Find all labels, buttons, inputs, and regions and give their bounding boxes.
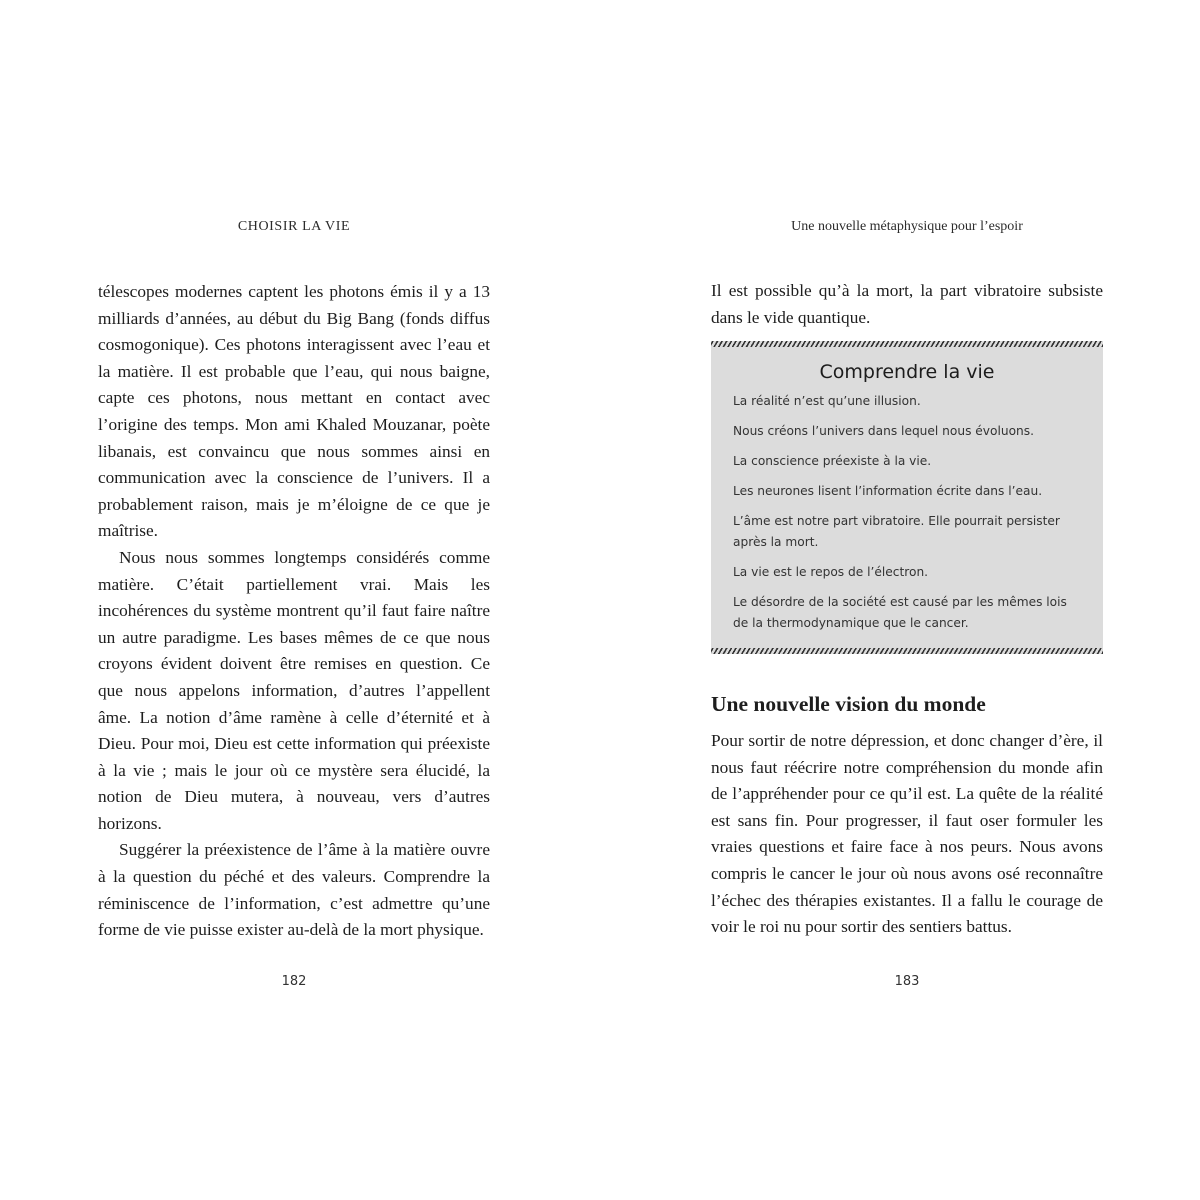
list-item: La vie est le repos de l’électron. [733, 565, 929, 579]
paragraph: Nous nous sommes longtemps considérés comme matière. C’était partiellement vrai. Mais les incohérences du système montrent qu’il faut faire naître un autre paradigme. Les bases mêmes de ce que nous croyons évident doivent être remises en question. Ce que nous appelons information, d’autres l’appellent âme. La notion d’âme ramène à celle d’éternité et à Dieu. Pour moi, Dieu est cette information qui préexiste à la vie ; mais le jour où ce mystère sera élucidé, la notion de Dieu mutera, à nouveau, vers d’autres horizons. [98, 547, 490, 833]
summary-box [711, 341, 1103, 654]
paragraph: Il est possible qu’à la mort, la part vibratoire subsiste dans le vide quantique. [711, 281, 1103, 327]
list-item: Nous créons l’univers dans lequel nous évoluons. [733, 424, 1034, 438]
running-head-left: CHOISIR LA VIE [237, 219, 351, 234]
right-page [711, 0, 1103, 1200]
box-border-top [711, 341, 1103, 347]
right-body-text [711, 728, 1103, 941]
paragraph: Pour sortir de notre dépression, et donc changer d’ère, il nous faut réécrire notre compréhension du monde afin de l’appréhender pour ce qu’il est. La quête de la réalité est sans fin. Pour progresser, il faut oser formuler les vraies questions et faire face à nos peurs. Nous avons compris le cancer le jour où nous avons osé reconnaître l’échec des thérapies existantes. Il a fallu le courage de voir le roi nu pour sortir des sentiers battus. [711, 731, 1103, 937]
box-list [733, 391, 1085, 643]
right-intro-text [711, 278, 1103, 331]
page-number-left: 182 [281, 974, 307, 989]
list-item: L’âme est notre part vibratoire. Elle pourrait persister après la mort. [733, 514, 1060, 549]
running-head-right: Une nouvelle métaphysique pour l’espoir [791, 219, 1023, 234]
list-item: La conscience préexiste à la vie. [733, 454, 932, 468]
paragraph: Suggérer la préexistence de l’âme à la matière ouvre à la question du péché et des valeurs. Comprendre la réminiscence de l’information, c’est admettre qu’une forme de vie puisse exister au-delà de la mort physique. [98, 840, 490, 940]
box-title: Comprendre la vie [819, 361, 995, 383]
list-item: La réalité n’est qu’une illusion. [733, 394, 921, 408]
list-item: Les neurones lisent l’information écrite dans l’eau. [733, 484, 1043, 498]
left-page [98, 0, 490, 1200]
left-body-text [98, 279, 490, 944]
box-border-bottom [711, 648, 1103, 654]
paragraph: télescopes modernes captent les photons émis il y a 13 milliards d’années, au début du Big Bang (fonds diffus cosmogonique). Ces photons interagissent avec l’eau et la matière. Il est probable que l’eau, qui nous baigne, capte ces photons, nous mettant en contact avec l’origine des temps. Mon ami Khaled Mouzanar, poète libanais, est convaincu que nous sommes ainsi en communication avec la conscience de l’univers. Il a probablement raison, mais je m’éloigne de ce que je maîtrise. [98, 282, 490, 541]
list-item: Le désordre de la société est causé par les mêmes lois de la thermodynamique que le cancer. [733, 595, 1067, 630]
section-title: Une nouvelle vision du monde [711, 692, 986, 716]
page-number-right: 183 [894, 974, 920, 989]
